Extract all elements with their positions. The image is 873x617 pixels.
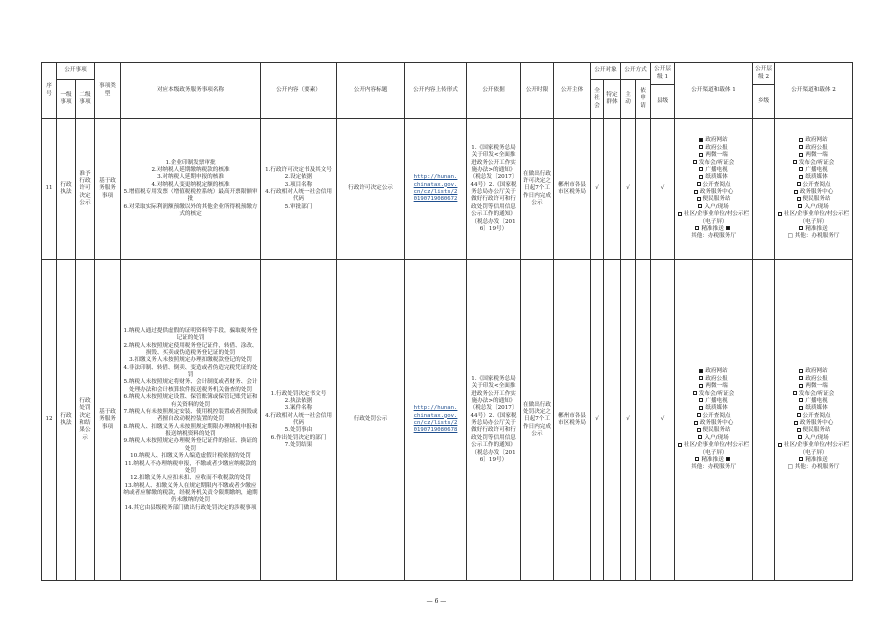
channel-item: 两微一端 (677, 383, 750, 390)
channel-item: 入户/现场 (777, 204, 850, 211)
checked-box-icon (699, 138, 703, 142)
channel-item: 纸质媒体 (777, 174, 850, 181)
row-target-specific (604, 119, 621, 260)
channel-other: □ 其他：办税服务厅 (787, 464, 840, 471)
channel-item: 政府公报 (777, 376, 850, 383)
header-subject: 公开主体 (554, 63, 591, 119)
channel-item: 便民服务站 (777, 196, 850, 203)
upload-link[interactable] (405, 260, 467, 581)
checked-box-icon (726, 226, 730, 230)
row-services (121, 260, 261, 581)
channel-item: 政府公报 (777, 145, 850, 152)
channel-item: 入户/现场 (777, 435, 850, 442)
row-type: 基于政务服务事项 (95, 260, 121, 581)
channel-item: 广播电视 (777, 167, 850, 174)
header-method-request: 依申请 (636, 80, 651, 119)
checkbox-icon (799, 376, 803, 380)
row-level1-county: √ (651, 260, 675, 581)
checkbox-icon (794, 190, 798, 194)
content-line: 7.处罚结果 (284, 442, 313, 449)
header-target-all: 全社会 (591, 80, 604, 119)
checkbox-icon (678, 443, 682, 447)
channel-item: 精准推送 (777, 457, 850, 464)
row-channel1 (675, 119, 753, 260)
checkbox-icon (699, 145, 703, 149)
service-line: 11.纳税人不办理纳税申报，不缴或者少缴应纳税款的处罚 (124, 460, 257, 474)
row-channel1 (675, 260, 753, 581)
channel-item: 政府公报 (677, 145, 750, 152)
checkbox-icon (697, 197, 701, 201)
row-method-active: √ (621, 119, 636, 260)
content-line: 3.案件名称 (284, 405, 313, 412)
content-line: 1.行政处罚决定书文号 (270, 390, 327, 397)
row-l2: 行政处罚决定和结果公示 (76, 260, 95, 581)
service-line: 10.纳税人、扣缴义务人编造虚假计税依据的处罚 (130, 453, 251, 460)
channel-other: 其他：办税服务厅 (691, 464, 736, 471)
row-channel2 (775, 119, 853, 260)
channel-item: 广播电视 (677, 167, 750, 174)
checkbox-icon (794, 421, 798, 425)
channel-item: 政府网站 (777, 368, 850, 375)
header-level1: 公开层级 1 (651, 63, 675, 85)
channel-item: 公开查阅点 (677, 182, 750, 189)
checkbox-icon (693, 160, 697, 164)
checkbox-icon (698, 435, 702, 439)
service-line: 9.纳税人未按照规定办理税务登记证件的验证、换证的处罚 (123, 438, 258, 452)
row-channel2 (775, 260, 853, 581)
link-line[interactable]: cn/cz/lists/2 (413, 189, 458, 195)
row-content (261, 119, 337, 260)
row-level1-county: √ (651, 119, 675, 260)
checkbox-icon (799, 398, 803, 402)
header-channel1: 公开渠道和载体 1 (675, 63, 753, 119)
row-basis: 1.《国家税务总局关于印发<全面推进政务公开工作实施办法>的通知》（税总发〔2017〕44号）2.《国家税务总局办公厅关于做好行政许可和行政处罚等信用信息公示工作的通知》（税总办发〔2016〕19号） (467, 119, 521, 260)
checkbox-icon (797, 413, 801, 417)
service-line: 5.增值税专用发票（增值税税控系统）最高开票限额审批 (123, 189, 258, 203)
row-level2-town (753, 260, 775, 581)
service-line: 5.纳税人未按照规定将财务、会计制度或者财务、会计处理办法和会计核算软件报送税务机关备查的处罚 (123, 379, 258, 393)
service-line: 2.纳税人未按照规定使用税务登记证件，转借、涂改、损毁、买卖或伪造税务登记证的处罚 (123, 342, 258, 356)
channel-item: 纸质媒体 (677, 405, 750, 412)
channel-item: 便民服务站 (677, 427, 750, 434)
channel-item: 社区/企事业单位/村公示栏（电子屏） (777, 211, 850, 226)
link-line[interactable]: chinatax.gov. (413, 181, 458, 188)
checkbox-icon (697, 428, 701, 432)
header-method: 公开方式 (621, 63, 651, 80)
service-line: 7.纳税人有未按照规定安装、使用税控装置或者损毁或者擅自改动税控装置的处罚 (123, 408, 258, 423)
row-method-request (636, 260, 651, 581)
channel-item: 便民服务站 (677, 196, 750, 203)
channel-item: 政府网站 (677, 137, 750, 144)
checkbox-icon (678, 212, 682, 216)
header-level2: 公开层级 2 (753, 63, 775, 85)
link-line[interactable]: cn/cz/lists/2 (413, 420, 458, 426)
header-basis: 公开依据 (467, 63, 521, 119)
channel-item: 精准推送 (677, 226, 750, 233)
header-level1-county: 县级 (651, 85, 675, 119)
channel-item: 入户/现场 (677, 435, 750, 442)
channel-item: 广播电视 (777, 398, 850, 405)
row-content (261, 260, 337, 581)
channel-item: 入户/现场 (677, 204, 750, 211)
channel-item: 发布会/听证会 (677, 391, 750, 398)
row-target-specific (604, 260, 621, 581)
content-line: 4.行政相对人统一社会信用代码 (265, 189, 332, 203)
checked-box-icon (726, 457, 730, 461)
channel-item: 发布会/听证会 (777, 391, 850, 398)
service-line: 4.非法印制、转借、倒卖、变造或者伪造完税凭证的处罚 (123, 364, 258, 379)
channel-item: 纸质媒体 (677, 174, 750, 181)
header-level2-town: 乡级 (753, 85, 775, 119)
checkbox-icon (793, 391, 797, 395)
checkbox-icon (799, 457, 803, 461)
checkbox-icon (699, 406, 703, 410)
content-line: 2.执法依据 (284, 397, 313, 404)
channel-item: 纸质媒体 (777, 405, 850, 412)
channel-other: □ 其他：办税服务厅 (787, 233, 840, 240)
channel-item: 政务服务中心 (677, 420, 750, 427)
checkbox-icon (778, 443, 782, 447)
row-subject: 郴州市各县市区税务局 (554, 119, 591, 260)
content-line: 5.处罚事由 (284, 427, 313, 434)
disclosure-table (41, 62, 853, 581)
checkbox-icon (799, 369, 803, 373)
header-method-active: 主动 (621, 80, 636, 119)
checkbox-icon (693, 391, 697, 395)
checkbox-icon (793, 160, 797, 164)
header-upload-form: 公开内容上传形式 (405, 63, 467, 119)
channel-item: 精准推送 (777, 226, 850, 233)
checkbox-icon (799, 167, 803, 171)
service-line: 3.扣缴义务人未按照规定办理扣缴税款登记的处罚 (129, 357, 252, 364)
checked-box-icon (699, 369, 703, 373)
checkbox-icon (799, 226, 803, 230)
service-line: 13.纳税人、扣缴义务人在规定期限内不缴或者少缴应纳或者应解缴的税款，经税务机关责令限期缴纳，逾期仍未缴纳的处罚 (123, 482, 258, 504)
checkbox-icon (797, 428, 801, 432)
channel-item: 公开查阅点 (777, 413, 850, 420)
checkbox-icon (699, 384, 703, 388)
channel-item: 政务服务中心 (777, 420, 850, 427)
header-item-l1: 一级事项 (57, 80, 76, 119)
channel-item: 社区/企事业单位/村公示栏（电子屏） (677, 442, 750, 457)
channel-item: 社区/企事业单位/村公示栏（电子屏） (777, 442, 850, 457)
link-line[interactable]: http://hunan. (413, 174, 458, 181)
row-type: 基于政务服务事项 (95, 119, 121, 260)
checkbox-icon (695, 457, 699, 461)
service-line: 12.扣缴义务人应扣未扣、应收而不收税款的处罚 (130, 475, 251, 482)
service-line: 4.对纳税人变更纳税定额的核准 (151, 181, 230, 188)
header-content-title: 公开内容标题 (337, 63, 405, 119)
service-line: 1.企业印制发票审批 (165, 159, 216, 166)
table-row (42, 260, 853, 581)
checkbox-icon (699, 398, 703, 402)
content-line: 4.行政相对人统一社会信用代码 (265, 412, 332, 426)
header-service-name: 对应本级政务服务事项名称 (121, 63, 261, 119)
row-basis: 1.《国家税务总局关于印发<全面推进政务公开工作实施办法>的通知》（税总发〔2017〕44号）2.《国家税务总局办公厅关于做好行政许可和行政处罚等信用信息公示工作的通知》（税总办发〔2016〕19号） (467, 260, 521, 581)
checkbox-icon (698, 204, 702, 208)
row-title: 行政许可决定公示 (337, 119, 405, 260)
channel-item: 两微一端 (777, 383, 850, 390)
checkbox-icon (798, 435, 802, 439)
row-method-request (636, 119, 651, 260)
header-time: 公开时限 (521, 63, 554, 119)
channel-item: 便民服务站 (777, 427, 850, 434)
row-subject: 郴州市各县市区税务局 (554, 260, 591, 581)
checkbox-icon (697, 182, 701, 186)
header-seq: 序号 (42, 63, 57, 119)
checkbox-icon (797, 182, 801, 186)
checkbox-icon (799, 145, 803, 149)
row-l1: 行政执法 (57, 119, 76, 260)
checkbox-icon (778, 212, 782, 216)
channel-item: 政务服务中心 (677, 189, 750, 196)
link-line[interactable]: 0190719080678 (413, 427, 458, 434)
link-line[interactable]: 0190719080672 (413, 196, 458, 203)
content-line: 1.行政许可决定书及其文号 (265, 166, 332, 173)
link-line[interactable]: http://hunan. (413, 405, 458, 412)
channel-other: 其他：办税服务厅 (691, 233, 736, 240)
checkbox-icon (694, 421, 698, 425)
row-time: 在做出行政处罚决定之日起7个工作日内完成公示 (521, 260, 554, 581)
service-line: 1.纳税人通过提供虚假的证明资料等手段，骗取税务登记证的处罚 (123, 327, 258, 342)
checkbox-icon (799, 406, 803, 410)
channel-item: 政府公报 (677, 376, 750, 383)
service-line: 2.对纳税人延期缴纳税款的核准 (151, 166, 230, 173)
checkbox-icon (797, 197, 801, 201)
header-item-l2: 二级事项 (76, 80, 95, 119)
header-item: 公开事项 (57, 63, 95, 80)
row-target-all: √ (591, 119, 604, 260)
service-line: 8.纳税人、扣缴义务人未按照规定期限办理纳税申报和报送纳税资料的处罚 (123, 423, 258, 438)
channel-item: 政府网站 (777, 137, 850, 144)
checkbox-icon (798, 204, 802, 208)
channel-item: 精准推送 (677, 457, 750, 464)
checkbox-icon (699, 376, 703, 380)
row-seq: 12 (42, 260, 57, 581)
service-line: 14.其它由县级税务部门做出行政处罚决定的涉税事项 (124, 504, 257, 511)
channel-item: 广播电视 (677, 398, 750, 405)
row-method-active: √ (621, 260, 636, 581)
service-line: 6.对采取实际利润额预缴以外的其他企业所得税预缴方式的核定 (123, 203, 258, 218)
header-target: 公开对象 (591, 63, 621, 80)
channel-item: 公开查阅点 (777, 182, 850, 189)
content-line: 3.项目名称 (284, 181, 313, 188)
content-line: 6.作出处罚决定的部门 (270, 434, 327, 441)
checkbox-icon (699, 175, 703, 179)
row-level2-town (753, 119, 775, 260)
upload-link[interactable] (405, 119, 467, 260)
content-line: 5.审批部门 (284, 203, 313, 210)
checkbox-icon (699, 153, 703, 157)
channel-item: 发布会/听证会 (777, 160, 850, 167)
row-l1: 行政执法 (57, 260, 76, 581)
table-row (42, 119, 853, 260)
row-l2: 准予行政许可决定公示 (76, 119, 95, 260)
channel-item: 政务服务中心 (777, 189, 850, 196)
checkbox-icon (695, 226, 699, 230)
channel-item: 两微一端 (777, 152, 850, 159)
row-seq: 11 (42, 119, 57, 260)
row-services (121, 119, 261, 260)
header-content: 公开内容（要素） (261, 63, 337, 119)
page-number: — 6 — (426, 598, 447, 605)
checkbox-icon (799, 384, 803, 388)
row-time: 在做出行政许可决定之日起7个工作日内完成公示 (521, 119, 554, 260)
row-title: 行政处罚公示 (337, 260, 405, 581)
checkbox-icon (697, 413, 701, 417)
service-line: 6.纳税人未按照规定设置、保管账簿或保管记账凭证和有关资料的处罚 (123, 394, 258, 408)
checkbox-icon (699, 167, 703, 171)
checkbox-icon (799, 153, 803, 157)
channel-item: 两微一端 (677, 152, 750, 159)
row-target-all: √ (591, 260, 604, 581)
header-channel2: 公开渠道和载体 2 (775, 63, 853, 119)
channel-item: 社区/企事业单位/村公示栏（电子屏） (677, 211, 750, 226)
channel-item: 政府网站 (677, 368, 750, 375)
header-item-type: 事项类型 (95, 63, 121, 119)
channel-item: 发布会/听证会 (677, 160, 750, 167)
checkbox-icon (799, 175, 803, 179)
link-line[interactable]: chinatax.gov. (413, 412, 458, 419)
channel-item: 公开查阅点 (677, 413, 750, 420)
content-line: 2.设定依据 (284, 174, 313, 181)
checkbox-icon (694, 190, 698, 194)
checkbox-icon (799, 138, 803, 142)
header-target-specific: 特定群体 (604, 80, 621, 119)
service-line: 3.对纳税人延期申报的核准 (157, 174, 224, 181)
